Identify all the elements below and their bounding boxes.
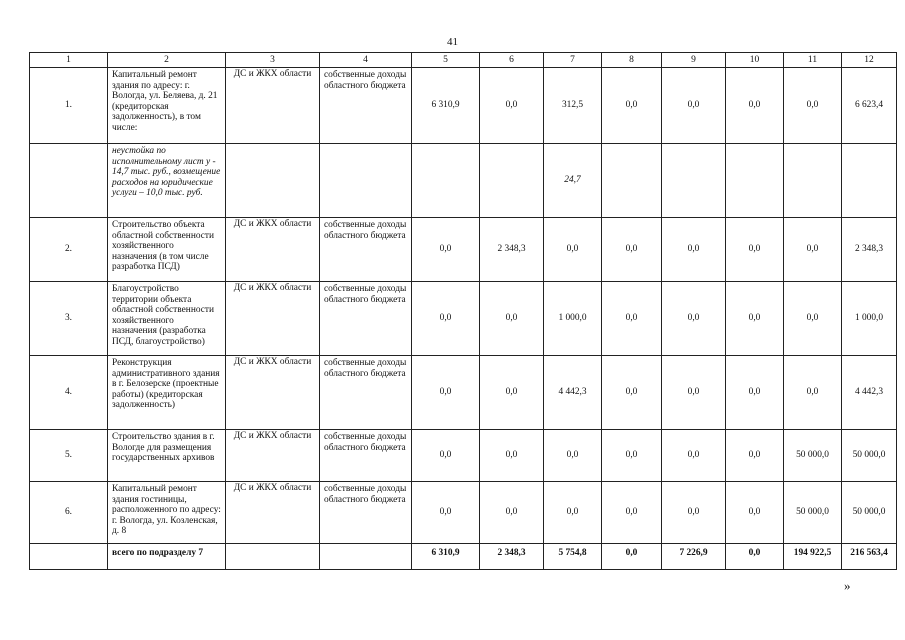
value-col-9: 0,0	[662, 430, 726, 482]
value-col-10: 0,0	[726, 218, 784, 282]
value-col-8: 0,0	[602, 430, 662, 482]
row-number: 6.	[30, 482, 108, 544]
empty-cell	[726, 144, 784, 218]
object-name: Капитальный ремонт здания по адресу: г. Вологда, ул. Беляева, д. 21 (кредиторская задолженность), в том числе:	[108, 68, 226, 144]
row-number: 3.	[30, 282, 108, 356]
header-row	[30, 53, 897, 68]
object-name: Реконструкция административного здания в г. Белозерске (проектные работы) (кредиторская задолженность)	[108, 356, 226, 430]
total-row	[30, 544, 897, 570]
value-col-10: 0,0	[726, 356, 784, 430]
total-col-11: 194 922,5	[784, 544, 842, 570]
budget-table	[29, 52, 897, 570]
total-col-10: 0,0	[726, 544, 784, 570]
value-col-7: 1 000,0	[544, 282, 602, 356]
funding-source: собственные доходы областного бюджета	[320, 482, 412, 544]
value-col-5: 0,0	[412, 218, 480, 282]
empty-cell	[784, 144, 842, 218]
value-col-10: 0,0	[726, 282, 784, 356]
object-name: Благоустройство территории объекта областной собственности хозяйственного назначения (разработка ПСД, благоустройство)	[108, 282, 226, 356]
table-row	[30, 430, 897, 482]
executor: ДС и ЖКХ области	[226, 430, 320, 482]
object-name: неустойка по исполнительному лист у - 14,7 тыс. руб., возмещение расходов на юридические услуги – 10,0 тыс. руб.	[108, 144, 226, 218]
value-col-12: 2 348,3	[842, 218, 897, 282]
value-col-8: 0,0	[602, 218, 662, 282]
value-col-7: 0,0	[544, 430, 602, 482]
object-name: Капитальный ремонт здания гостиницы, расположенного по адресу: г. Вологда, ул. Козленская, д. 8	[108, 482, 226, 544]
value-col-12: 4 442,3	[842, 356, 897, 430]
value-col-12: 50 000,0	[842, 482, 897, 544]
value-col-5: 0,0	[412, 282, 480, 356]
total-label: всего по подразделу 7	[108, 544, 226, 570]
value-col-8: 0,0	[602, 282, 662, 356]
value-col-8: 0,0	[602, 356, 662, 430]
table-row	[30, 144, 897, 218]
value-col-5: 0,0	[412, 356, 480, 430]
empty-cell	[480, 144, 544, 218]
row-number: 1.	[30, 68, 108, 144]
value-col-12: 6 623,4	[842, 68, 897, 144]
value-col-5: 0,0	[412, 430, 480, 482]
value-col-9: 0,0	[662, 282, 726, 356]
total-col-7: 5 754,8	[544, 544, 602, 570]
value-col-11: 50 000,0	[784, 430, 842, 482]
column-header: 7	[544, 53, 602, 68]
column-header: 9	[662, 53, 726, 68]
row-number: 4.	[30, 356, 108, 430]
value-col-9: 0,0	[662, 356, 726, 430]
value-col-11: 0,0	[784, 68, 842, 144]
column-header: 2	[108, 53, 226, 68]
value-col-6: 0,0	[480, 282, 544, 356]
value-col-12: 1 000,0	[842, 282, 897, 356]
total-col-12: 216 563,4	[842, 544, 897, 570]
empty-cell	[320, 544, 412, 570]
empty-cell	[30, 544, 108, 570]
empty-cell	[226, 144, 320, 218]
value-col-7: 0,0	[544, 218, 602, 282]
value-col-5: 6 310,9	[412, 68, 480, 144]
funding-source: собственные доходы областного бюджета	[320, 282, 412, 356]
row-number: 5.	[30, 430, 108, 482]
funding-source: собственные доходы областного бюджета	[320, 218, 412, 282]
value-col-8: 0,0	[602, 482, 662, 544]
table-row	[30, 356, 897, 430]
value-col-9: 0,0	[662, 218, 726, 282]
value-col-7: 0,0	[544, 482, 602, 544]
value-col-11: 0,0	[784, 282, 842, 356]
column-header: 6	[480, 53, 544, 68]
value-col-7: 4 442,3	[544, 356, 602, 430]
empty-cell	[30, 144, 108, 218]
value-col-7: 312,5	[544, 68, 602, 144]
object-name: Строительство здания в г. Вологде для размещения государственных архивов	[108, 430, 226, 482]
object-name: Строительство объекта областной собственности хозяйственного назначения (в том числе разработка ПСД)	[108, 218, 226, 282]
funding-source: собственные доходы областного бюджета	[320, 356, 412, 430]
table-row	[30, 482, 897, 544]
empty-cell	[842, 144, 897, 218]
empty-cell	[662, 144, 726, 218]
column-header: 8	[602, 53, 662, 68]
column-header: 10	[726, 53, 784, 68]
value-col-6: 0,0	[480, 356, 544, 430]
value-col-11: 0,0	[784, 356, 842, 430]
total-col-8: 0,0	[602, 544, 662, 570]
total-col-6: 2 348,3	[480, 544, 544, 570]
value-col-10: 0,0	[726, 68, 784, 144]
executor: ДС и ЖКХ области	[226, 218, 320, 282]
value-col-10: 0,0	[726, 430, 784, 482]
table-row	[30, 68, 897, 144]
funding-source: собственные доходы областного бюджета	[320, 430, 412, 482]
value-col-10: 0,0	[726, 482, 784, 544]
value-col-12: 50 000,0	[842, 430, 897, 482]
empty-cell	[412, 144, 480, 218]
column-header: 5	[412, 53, 480, 68]
column-header: 4	[320, 53, 412, 68]
total-col-5: 6 310,9	[412, 544, 480, 570]
value-col-6: 0,0	[480, 482, 544, 544]
empty-cell	[226, 544, 320, 570]
column-header: 11	[784, 53, 842, 68]
value-col-7: 24,7	[544, 144, 602, 218]
column-header: 12	[842, 53, 897, 68]
empty-cell	[602, 144, 662, 218]
empty-cell	[320, 144, 412, 218]
value-col-5: 0,0	[412, 482, 480, 544]
column-header: 3	[226, 53, 320, 68]
table-row	[30, 218, 897, 282]
value-col-6: 2 348,3	[480, 218, 544, 282]
value-col-11: 0,0	[784, 218, 842, 282]
value-col-11: 50 000,0	[784, 482, 842, 544]
executor: ДС и ЖКХ области	[226, 282, 320, 356]
value-col-8: 0,0	[602, 68, 662, 144]
value-col-6: 0,0	[480, 68, 544, 144]
value-col-6: 0,0	[480, 430, 544, 482]
table-row	[30, 282, 897, 356]
page-number: 41	[447, 36, 458, 48]
value-col-9: 0,0	[662, 482, 726, 544]
executor: ДС и ЖКХ области	[226, 482, 320, 544]
value-col-9: 0,0	[662, 68, 726, 144]
executor: ДС и ЖКХ области	[226, 68, 320, 144]
column-header: 1	[30, 53, 108, 68]
total-col-9: 7 226,9	[662, 544, 726, 570]
row-number: 2.	[30, 218, 108, 282]
executor: ДС и ЖКХ области	[226, 356, 320, 430]
funding-source: собственные доходы областного бюджета	[320, 68, 412, 144]
closing-quote: »	[844, 578, 851, 593]
